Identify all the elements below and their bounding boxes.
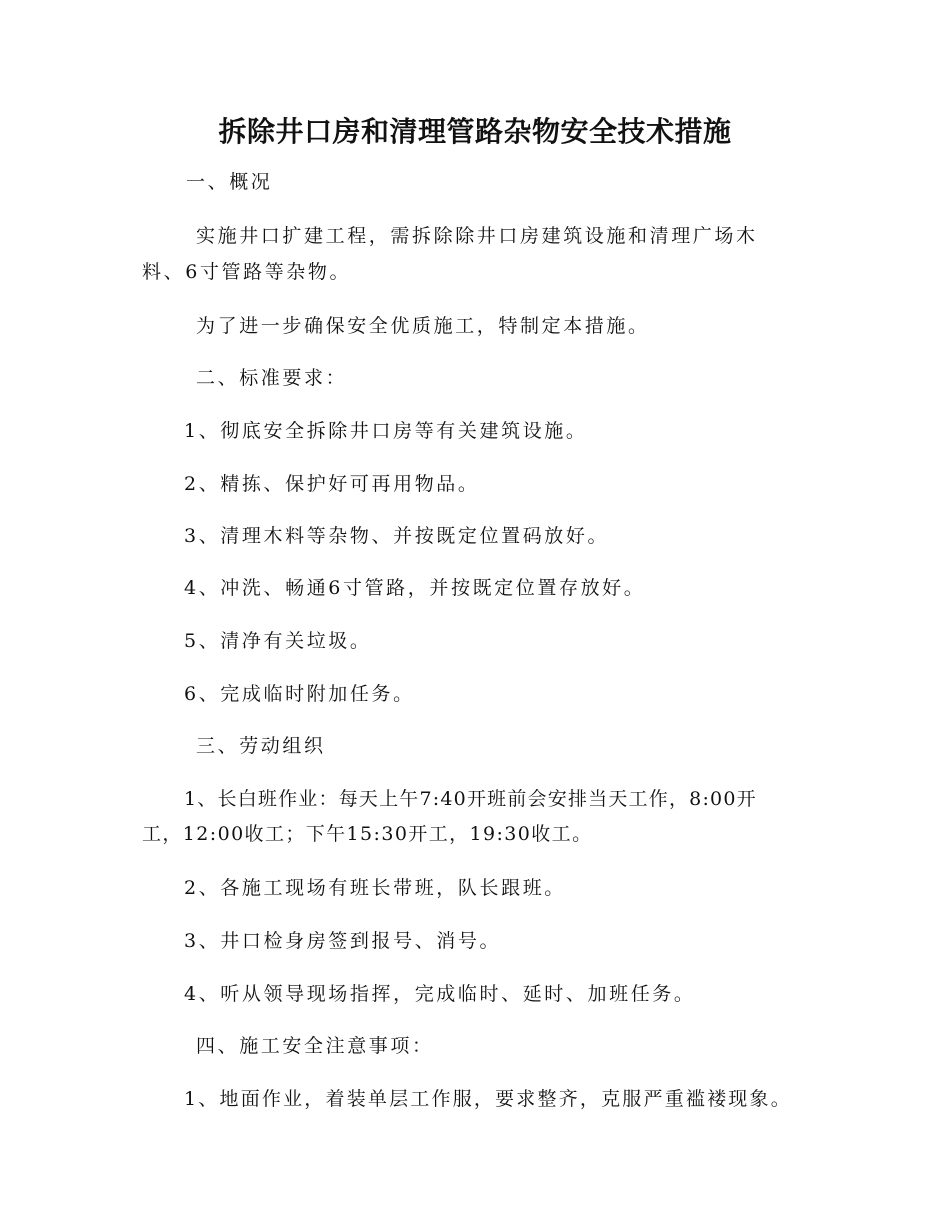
list-item: 5、清净有关垃圾。 [184, 630, 372, 652]
list-item: 2、精拣、保护好可再用物品。 [184, 473, 480, 495]
paragraph-line: 实施井口扩建工程，需拆除除井口房建筑设施和清理广场木 [196, 225, 758, 247]
paragraph-line: 料、6寸管路等杂物。 [142, 261, 352, 283]
document-title: 拆除井口房和清理管路杂物安全技术措施 [218, 115, 732, 148]
list-item: 1、地面作业，着装单层工作服，要求整齐，克服严重褴褛现象。 [184, 1088, 792, 1110]
list-item: 4、听从领导现场指挥，完成临时、延时、加班任务。 [184, 983, 696, 1005]
list-item: 1、彻底安全拆除井口房等有关建筑设施。 [184, 420, 588, 442]
section-heading-requirements: 二、标准要求： [196, 367, 348, 389]
paragraph-line: 为了进一步确保安全优质施工，特制定本措施。 [196, 315, 650, 337]
list-item: 3、井口检身房签到报号、消号。 [184, 930, 502, 952]
list-item-continuation: 工，12:00收工；下午15:30开工，19:30收工。 [142, 823, 593, 845]
list-item: 1、长白班作业：每天上午7:40开班前会安排当天工作，8:00开 [184, 788, 757, 810]
section-heading-overview: 一、概况 [186, 171, 273, 193]
list-item: 3、清理木料等杂物、并按既定位置码放好。 [184, 525, 610, 547]
section-heading-labor: 三、劳动组织 [196, 735, 326, 757]
section-heading-safety: 四、施工安全注意事项： [196, 1035, 434, 1057]
list-item: 4、冲洗、畅通6寸管路，并按既定位置存放好。 [184, 577, 646, 599]
list-item: 6、完成临时附加任务。 [184, 683, 415, 705]
list-item: 2、各施工现场有班长带班，队长跟班。 [184, 877, 566, 899]
